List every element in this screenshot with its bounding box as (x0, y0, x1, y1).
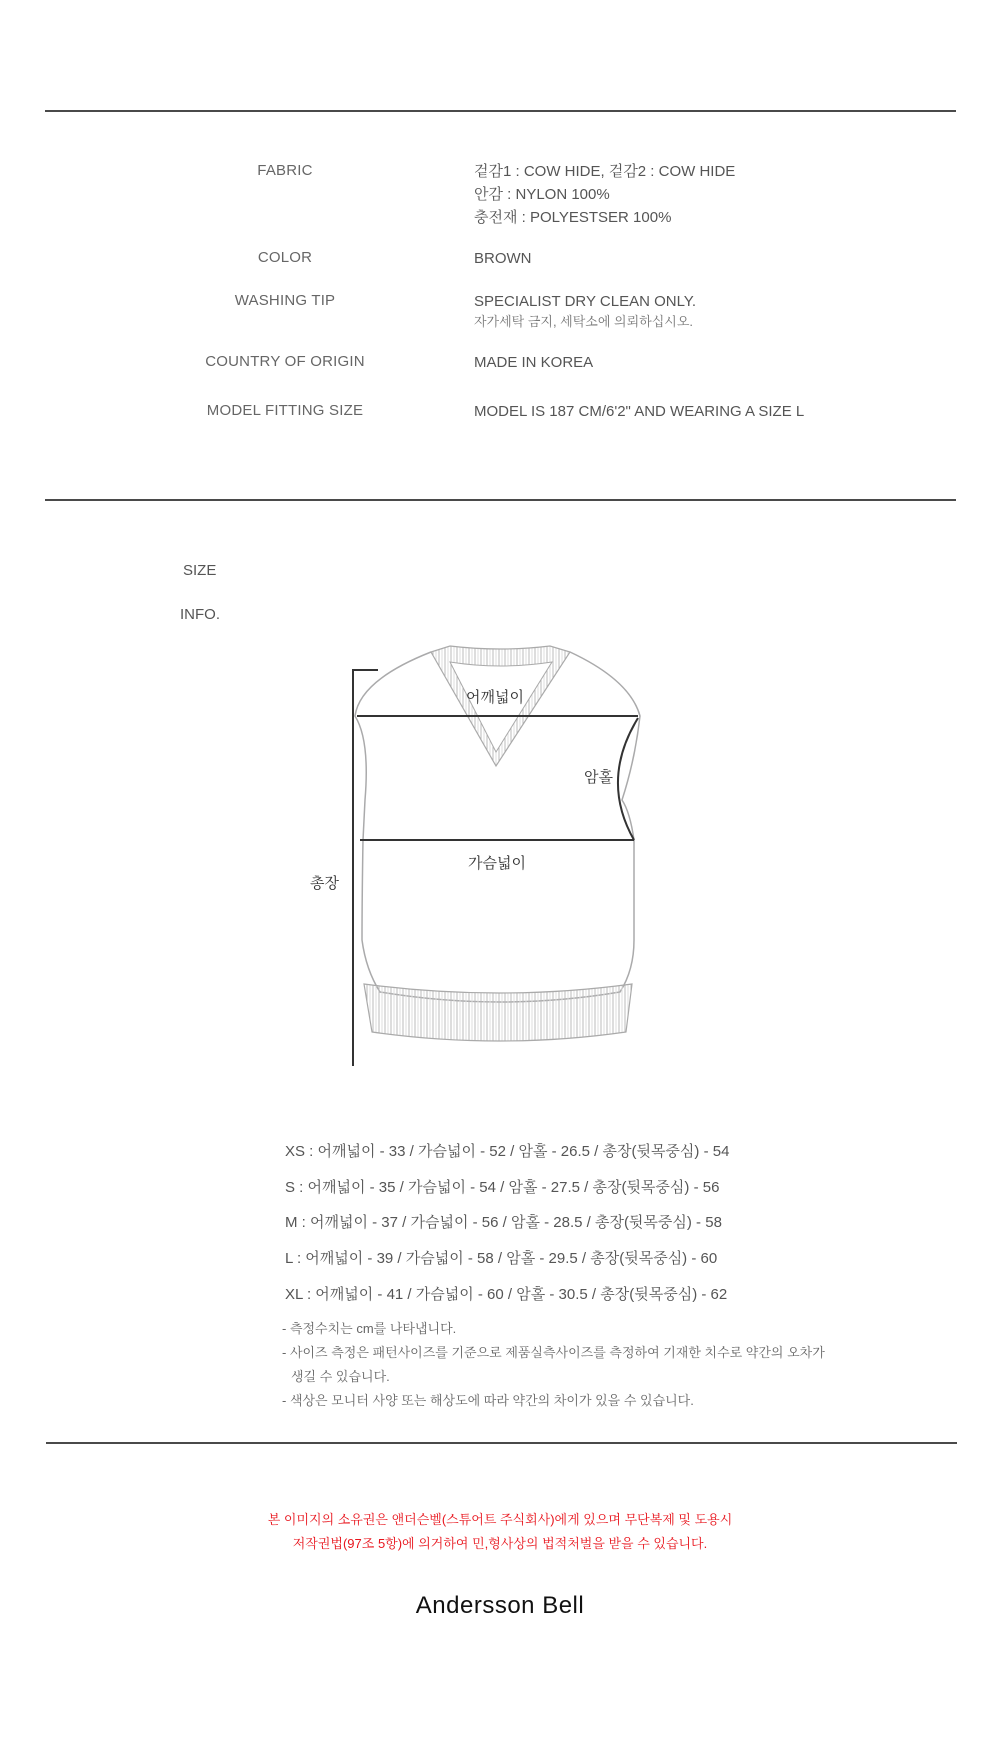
spec-label-origin: COUNTRY OF ORIGIN (205, 353, 365, 370)
size-s: S : 어깨넓이 - 35 / 가슴넓이 - 54 / 암홀 - 27.5 / 총장(뒷목중심) - 56 (285, 1179, 720, 1196)
spec-label-model: MODEL FITTING SIZE (206, 402, 364, 419)
note-2-cont: 생길 수 있습니다. (291, 1369, 390, 1384)
brand-logo: Andersson Bell (415, 1592, 585, 1619)
origin-line-1: MADE IN KOREA (474, 354, 594, 371)
size-xs: XS : 어깨넓이 - 33 / 가슴넓이 - 52 / 암홀 - 26.5 / 총장(뒷목중심) - 54 (285, 1143, 730, 1160)
spec-value-fabric (474, 160, 735, 229)
size-l: L : 어깨넓이 - 39 / 가슴넓이 - 58 / 암홀 - 29.5 / 총장(뒷목중심) - 60 (285, 1250, 718, 1267)
copyright-notice (0, 1508, 1000, 1556)
spec-value-color (474, 247, 532, 270)
size-m: M : 어깨넓이 - 37 / 가슴넓이 - 56 / 암홀 - 28.5 / 총장(뒷목중심) - 58 (285, 1214, 722, 1231)
note-2: - 사이즈 측정은 패턴사이즈를 기준으로 제품실측사이즈를 측정하여 기재한 치수로 약간의 오차가 (282, 1345, 825, 1360)
note-1: - 측정수치는 cm를 나타냅니다. (282, 1321, 457, 1336)
copyright-line-2: 저작권법(97조 5항)에 의거하여 민,형사상의 법적처벌을 받을 수 있습니다. (292, 1536, 708, 1551)
label-armhole: 암홀 (584, 769, 613, 786)
size-notes (282, 1317, 825, 1413)
label-chest: 가슴넓이 (468, 855, 526, 872)
size-title: SIZE (183, 562, 217, 579)
divider-middle (45, 499, 956, 501)
color-line-1: BROWN (474, 250, 532, 267)
fabric-line-1: 겉감1 : COW HIDE, 겉감2 : COW HIDE (474, 163, 736, 180)
spec-label-washing: WASHING TIP (234, 292, 336, 309)
spec-value-origin (474, 351, 593, 374)
copyright-line-1: 본 이미지의 소유권은 앤더슨벨(스튜어트 주식회사)에게 있으며 무단복제 및 도용시 (267, 1512, 733, 1527)
size-xl: XL : 어깨넓이 - 41 / 가슴넓이 - 60 / 암홀 - 30.5 / 총장(뒷목중심) - 62 (285, 1286, 728, 1303)
note-3: - 색상은 모니터 사양 또는 해상도에 따라 약간의 차이가 있을 수 있습니다. (282, 1393, 694, 1408)
info-title: INFO. (180, 606, 220, 623)
fabric-line-3: 충전재 : POLYESTSER 100% (474, 209, 672, 226)
spec-value-model (474, 400, 804, 423)
fabric-line-2: 안감 : NYLON 100% (474, 186, 610, 203)
washing-sub: 자가세탁 금지, 세탁소에 의뢰하십시오. (474, 314, 693, 329)
washing-line-1: SPECIALIST DRY CLEAN ONLY. (474, 293, 697, 310)
model-line-1: MODEL IS 187 CM/6'2" AND WEARING A SIZE L (474, 403, 805, 420)
label-length: 총장 (310, 875, 339, 892)
spec-value-washing (474, 290, 696, 330)
hem-rib (364, 984, 632, 1041)
spec-label-fabric: FABRIC (257, 162, 313, 179)
label-shoulder: 어깨넓이 (466, 689, 524, 706)
spec-label-color: COLOR (257, 249, 313, 266)
divider-top (45, 110, 956, 112)
divider-bottom (46, 1442, 957, 1444)
